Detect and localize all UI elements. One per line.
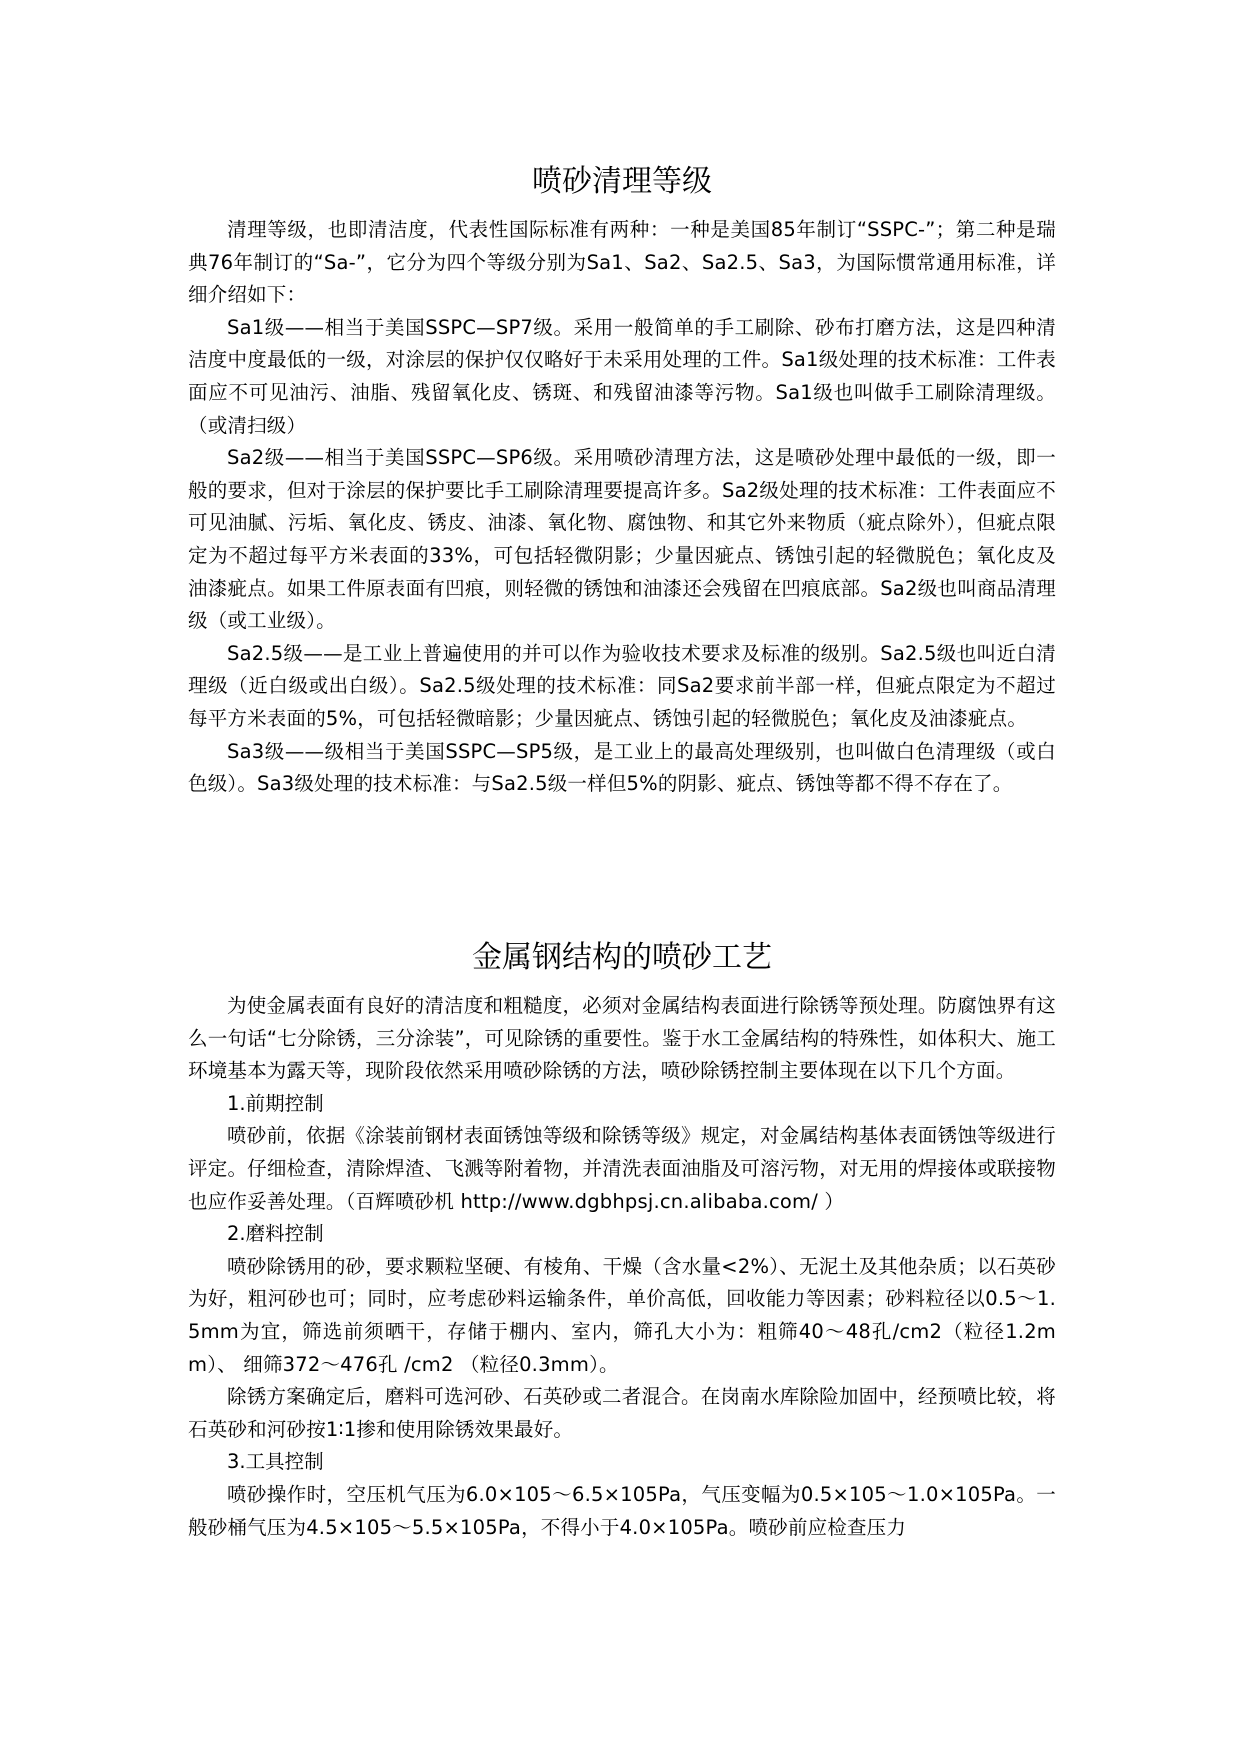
paragraph-intro: 清理等级，也即清洁度，代表性国际标准有两种：一种是美国85年制订“SSPC-”；第二种是瑞典76年制订的“Sa-”，它分为四个等级分别为Sa1、Sa2、Sa2.5、Sa3，为国际惯常通用标准，详细介绍如下：	[188, 218, 1056, 307]
paragraph-abrasive-requirements: 喷砂除锈用的砂，要求颗粒坚硬、有棱角、干燥（含水量<2%）、无泥土及其他杂质；以石英砂为好，粗河砂也可；同时，应考虑砂料运输条件，单价高低，回收能力等因素；砂料粒径以0.5～1.5mm为宜，筛选前须晒干，存储于棚内、室内，筛孔大小为：粗筛40～48孔/cm2（粒径1.2mm）、 细筛372～476孔 /cm2 （粒径0.3mm）。	[188, 1254, 1056, 1376]
paragraph-sa3: Sa3级——级相当于美国SSPC—SP5级，是工业上的最高处理级别，也叫做白色清理级（或白色级）。Sa3级处理的技术标准：与Sa2.5级一样但5%的阴影、疵点、锈蚀等都不得不存在了。	[188, 739, 1056, 796]
paragraph-preliminary-control: 喷砂前，依据《涂装前钢材表面锈蚀等级和除锈等级》规定，对金属结构基体表面锈蚀等级进行评定。仔细检查，清除焊渣、飞溅等附着物，并清洗表面油脂及可溶污物，对无用的焊接体或联接物也应作妥善处理。（百辉喷砂机 http://www.dgbhpsj.cn.alibaba.com/ ）	[188, 1124, 1056, 1213]
paragraph-tool-control: 喷砂操作时，空压机气压为6.0×105～6.5×105Pa，气压变幅为0.5×105～1.0×105Pa。一般砂桶气压为4.5×105～5.5×105Pa，不得小于4.0×105Pa。喷砂前应检查压力	[188, 1482, 1056, 1539]
paragraph-sa2: Sa2级——相当于美国SSPC—SP6级。采用喷砂清理方法，这是喷砂处理中最低的一级，即一般的要求，但对于涂层的保护要比手工刷除清理要提高许多。Sa2级处理的技术标准：工件表面应不可见油腻、污垢、氧化皮、锈皮、油漆、氧化物、腐蚀物、和其它外来物质（疵点除外），但疵点限定为不超过每平方米表面的33%，可包括轻微阴影；少量因疵点、锈蚀引起的轻微脱色；氧化皮及油漆疵点。如果工件原表面有凹痕，则轻微的锈蚀和油漆还会残留在凹痕底部。Sa2级也叫商品清理级（或工业级）。	[188, 446, 1056, 633]
section-title-steel-blasting-process: 金属钢结构的喷砂工艺	[472, 940, 772, 975]
paragraph-abrasive-selection: 除锈方案确定后，磨料可选河砂、石英砂或二者混合。在岗南水库除险加固中，经预喷比较，将石英砂和河砂按1∶1掺和使用除锈效果最好。	[188, 1385, 1056, 1441]
paragraph-process-intro: 为使金属表面有良好的清洁度和粗糙度，必须对金属结构表面进行除锈等预处理。防腐蚀界有这么一句话“七分除锈，三分涂装”，可见除锈的重要性。鉴于水工金属结构的特殊性，如体积大、施工环境基本为露天等，现阶段依然采用喷砂除锈的方法，喷砂除锈控制主要体现在以下几个方面。	[188, 994, 1056, 1083]
subheading-preliminary-control: 1.前期控制	[227, 1091, 324, 1115]
paragraph-sa2-5: Sa2.5级——是工业上普遍使用的并可以作为验收技术要求及标准的级别。Sa2.5级也叫近白清理级（近白级或出白级）。Sa2.5级处理的技术标准：同Sa2要求前半部一样，但疵点限定为不超过每平方米表面的5%，可包括轻微暗影；少量因疵点、锈蚀引起的轻微脱色；氧化皮及油漆疵点。	[188, 641, 1056, 730]
paragraph-sa1: Sa1级——相当于美国SSPC—SP7级。采用一般简单的手工刷除、砂布打磨方法，这是四种清洁度中度最低的一级，对涂层的保护仅仅略好于未采用处理的工件。Sa1级处理的技术标准：工件表面应不可见油污、油脂、残留氧化皮、锈斑、和残留油漆等污物。Sa1级也叫做手工刷除清理级。（或清扫级）	[188, 315, 1056, 437]
subheading-tool-control: 3.工具控制	[227, 1450, 324, 1474]
section-blast-cleaning-grades	[188, 214, 1056, 801]
section-title-blast-cleaning-grades: 喷砂清理等级	[532, 164, 712, 199]
section-steel-blasting-process	[188, 990, 1056, 1544]
subheading-abrasive-control: 2.磨料控制	[227, 1222, 324, 1246]
